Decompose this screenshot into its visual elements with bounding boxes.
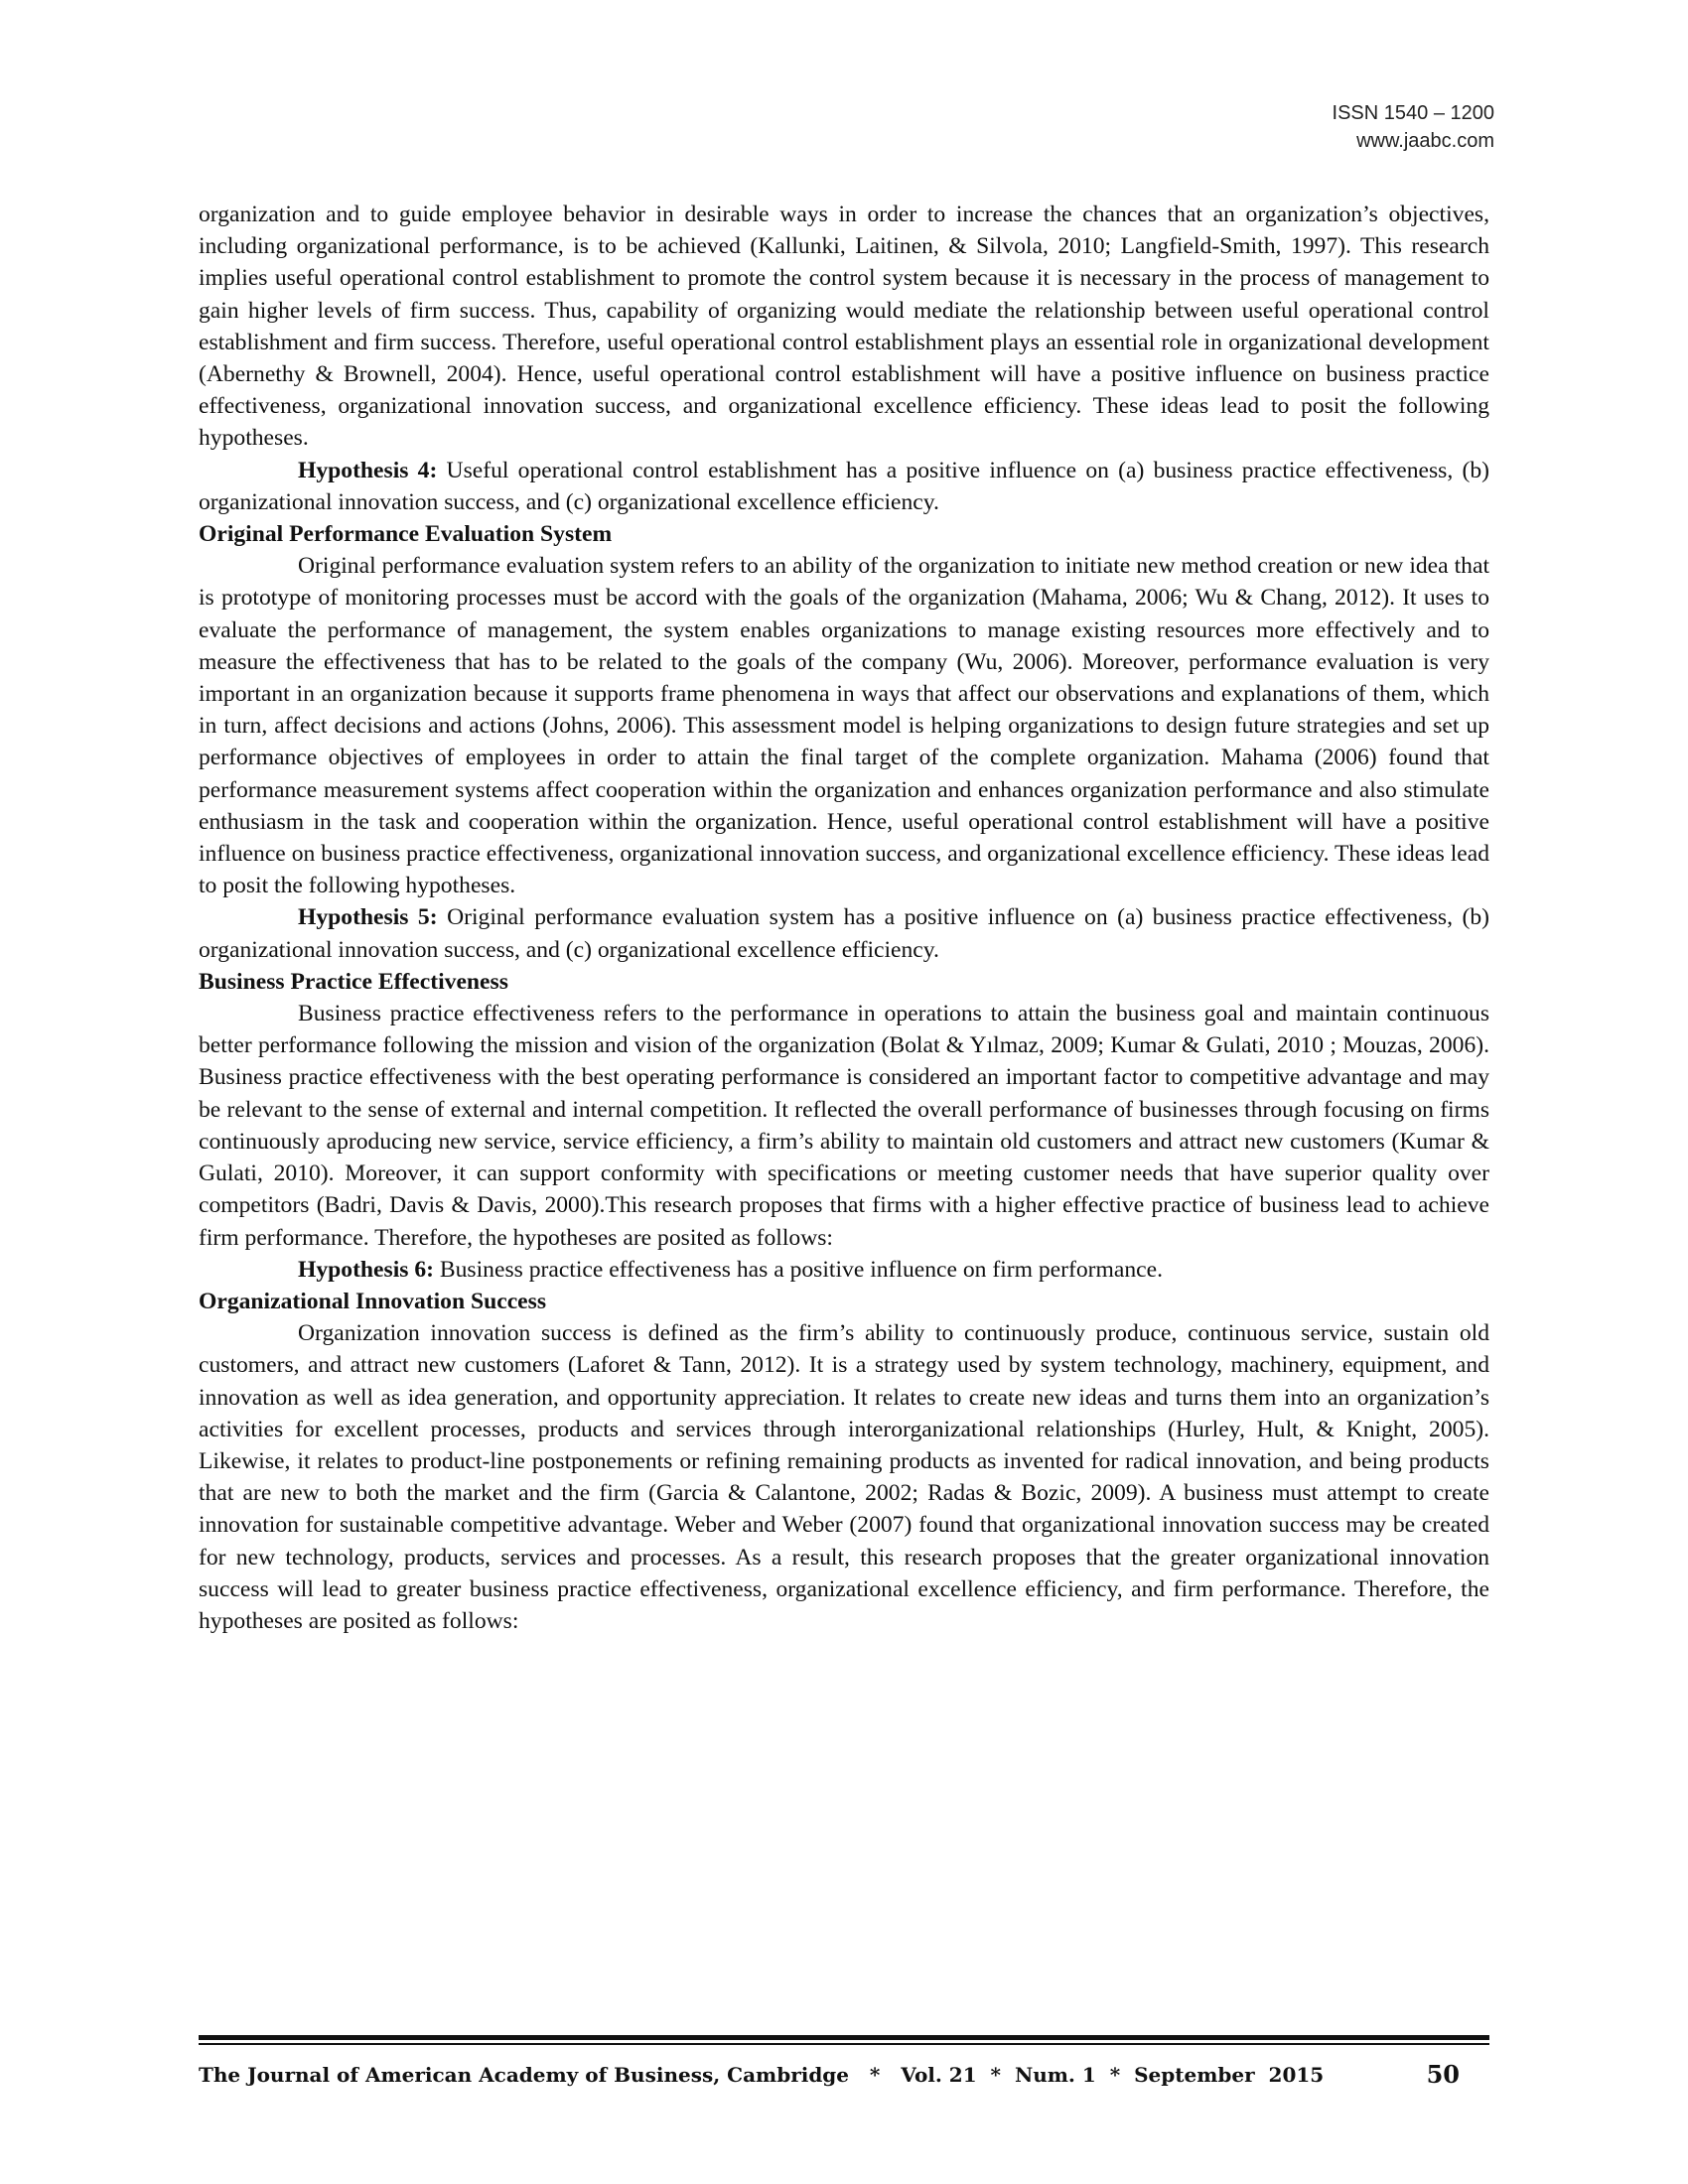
running-footer — [199, 2061, 1489, 2089]
footer-rule-thin — [199, 2043, 1489, 2045]
footer-journal-citation: The Journal of American Academy of Business, Cambridge * Vol. 21 * Num. 1 * September 2015 — [199, 2063, 1325, 2087]
section-heading-performance-evaluation: Original Performance Evaluation System — [199, 521, 613, 548]
section-heading-innovation-success: Organizational Innovation Success — [199, 1288, 547, 1314]
article-body — [199, 199, 1489, 1637]
journal-website: www.jaabc.com — [1356, 130, 1494, 152]
section-paragraph-innovation-success: Organization innovation success is defined as the firm’s ability to continuously produce, continuous service, sustain old customers, and attract new customers (Laforet & Tann, 2012). It is a strategy used by system technology, machinery, equipment, and innovation as well as idea generation, and opportunity appreciation. It relates to create new ideas and turns them into an organization’s activities for excellent processes, products and services through interorganizational relationships (Hurley, Hult, & Knight, 2005). Likewise, it relates to product-line postponements or refining remaining products as invented for radical innovation, and being products that are new to both the market and the firm (Garcia & Calantone, 2002; Radas & Bozic, 2009). A business must attempt to create innovation for sustainable competitive advantage. Weber and Weber (2007) found that organizational innovation success may be created for new technology, products, services and processes. As a result, this research proposes that the greater organizational innovation success will lead to greater business practice effectiveness, organizational excellence efficiency, and firm performance. Therefore, the hypotheses are posited as follows: — [199, 1320, 1489, 1634]
hypothesis-4-text: Useful operational control establishment has a positive influence on (a) business practice effectiveness, (b) organizational innovation success, and (c) organizational excellence efficiency. — [199, 457, 1489, 515]
hypothesis-6-label: Hypothesis 6: — [298, 1256, 434, 1283]
hypothesis-5-text: Original performance evaluation system has a positive influence on (a) business practice effectiveness, (b) organizational innovation success, and (c) organizational excellence efficiency. — [199, 904, 1490, 963]
section-paragraph-performance-evaluation: Original performance evaluation system refers to an ability of the organization to initiate new method creation or new idea that is prototype of monitoring processes must be accord with the goals of the organization (Mahama, 2006; Wu & Chang, 2012). It uses to evaluate the performance of management, the system enables organizations to manage existing resources more effectively and to measure the effectiveness that has to be related to the goals of the company (Wu, 2006). Moreover, performance evaluation is very important in an organization because it supports frame phenomena in ways that affect our observations and explanations of them, which in turn, affect decisions and actions (Johns, 2006). This assessment model is helping organizations to design future strategies and set up performance objectives of employees in order to attain the final target of the complete organization. Mahama (2006) found that performance measurement systems affect cooperation within the organization and enhances organization performance and also stimulate enthusiasm in the task and cooperation within the organization. Hence, useful operational control establishment will have a positive influence on business practice effectiveness, organizational innovation success, and organizational excellence efficiency. These ideas lead to posit the following hypotheses. — [199, 553, 1489, 899]
hypothesis-4-label: Hypothesis 4: — [298, 457, 438, 483]
running-header — [1333, 99, 1494, 155]
footer-rule-thick — [199, 2035, 1489, 2040]
section-heading-business-practice: Business Practice Effectiveness — [199, 968, 508, 995]
hypothesis-6-text: Business practice effectiveness has a positive influence on firm performance. — [434, 1256, 1163, 1283]
hypothesis-5-label: Hypothesis 5: — [298, 904, 438, 931]
intro-paragraph: organization and to guide employee behavior in desirable ways in order to increase the chances that an organization’s objectives, including organizational performance, is to be achieved (Kallunki, Laitinen, & Silvola, 2010; Langfield-Smith, 1997). This research implies useful operational control establishment to promote the control system because it is necessary in the process of management to gain higher levels of firm success. Thus, capability of organizing would mediate the relationship between useful operational control establishment and firm success. Therefore, useful operational control establishment plays an essential role in organizational development (Abernethy & Brownell, 2004). Hence, useful operational control establishment will have a positive influence on business practice effectiveness, organizational innovation success, and organizational excellence efficiency. These ideas lead to posit the following hypotheses. — [199, 202, 1489, 452]
footer-divider — [199, 2035, 1489, 2045]
hypothesis-4 — [199, 455, 1489, 518]
page-number: 50 — [1426, 2060, 1460, 2089]
section-paragraph-business-practice: Business practice effectiveness refers to the performance in operations to attain the business goal and maintain continuous better performance following the mission and vision of the organization (Bolat & Yılmaz, 2009; Kumar & Gulati, 2010 ; Mouzas, 2006). Business practice effectiveness with the best operating performance is considered an important factor to competitive advantage and may be relevant to the sense of external and internal competition. It reflected the overall performance of businesses through focusing on firms continuously aproducing new service, service efficiency, a firm’s ability to maintain old customers and attract new customers (Kumar & Gulati, 2010). Moreover, it can support conformity with specifications or meeting customer needs that have superior quality over competitors (Badri, Davis & Davis, 2000).This research proposes that firms with a higher effective practice of business lead to achieve firm performance. Therefore, the hypotheses are posited as follows: — [199, 1001, 1489, 1251]
hypothesis-6 — [199, 1254, 1489, 1286]
issn-label: ISSN 1540 – 1200 — [1332, 102, 1494, 124]
hypothesis-5 — [199, 901, 1489, 965]
